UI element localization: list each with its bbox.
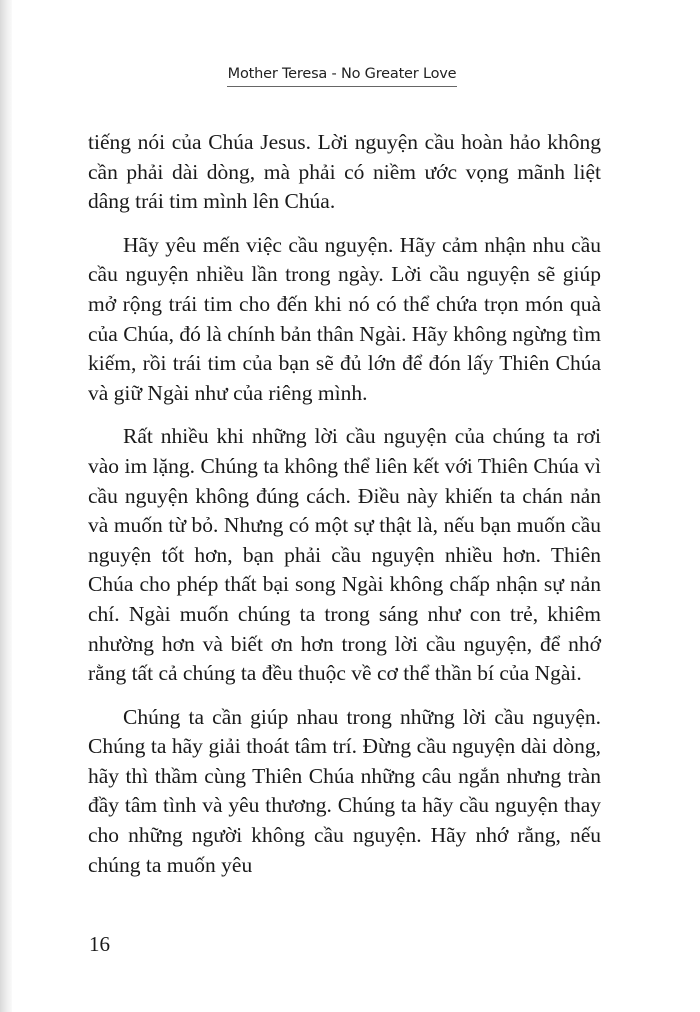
running-header: Mother Teresa - No Greater Love xyxy=(227,64,457,87)
paragraph-3: Rất nhiều khi những lời cầu nguyện của chúng ta rơi vào im lặng. Chúng ta không thể liên kết với Thiên Chúa vì cầu nguyện không đúng cách. Điều này khiến ta chán nản và muốn từ bỏ. Nhưng có một sự thật là, nếu bạn muốn cầu nguyện tốt hơn, bạn phải cầu nguyện nhiều hơn. Thiên Chúa cho phép thất bại song Ngài không chấp nhận sự nản chí. Ngài muốn chúng ta trong sáng như con trẻ, khiêm nhường hơn và biết ơn hơn trong lời cầu nguyện, để nhớ rằng tất cả chúng ta đều thuộc về cơ thể thần bí của Ngài. xyxy=(88,424,601,686)
paragraph-1: tiếng nói của Chúa Jesus. Lời nguyện cầu hoàn hảo không cần phải dài dòng, mà phải có niềm ước vọng mãnh liệt dâng trái tim mình lên Chúa. xyxy=(88,130,601,214)
page-edge-shadow xyxy=(0,0,12,1012)
paragraph-4: Chúng ta cần giúp nhau trong những lời cầu nguyện. Chúng ta hãy giải thoát tâm trí. Đừng cầu nguyện dài dòng, hãy thì thầm cùng Thiên Chúa những câu ngắn nhưng tràn đầy tâm tình và yêu thương. Chúng ta hãy cầu nguyện thay cho những người không cầu nguyện. Hãy nhớ rằng, nếu chúng ta muốn yêu xyxy=(88,704,601,877)
body-text xyxy=(88,128,601,894)
paragraph-2: Hãy yêu mến việc cầu nguyện. Hãy cảm nhận nhu cầu cầu nguyện nhiều lần trong ngày. Lời cầu nguyện sẽ giúp mở rộng trái tim cho đến khi nó có thể chứa trọn món quà của Chúa, đó là chính bản thân Ngài. Hãy không ngừng tìm kiếm, rồi trái tim của bạn sẽ đủ lớn để đón lấy Thiên Chúa và giữ Ngài như của riêng mình. xyxy=(88,232,601,405)
page-number: 16 xyxy=(89,932,110,956)
